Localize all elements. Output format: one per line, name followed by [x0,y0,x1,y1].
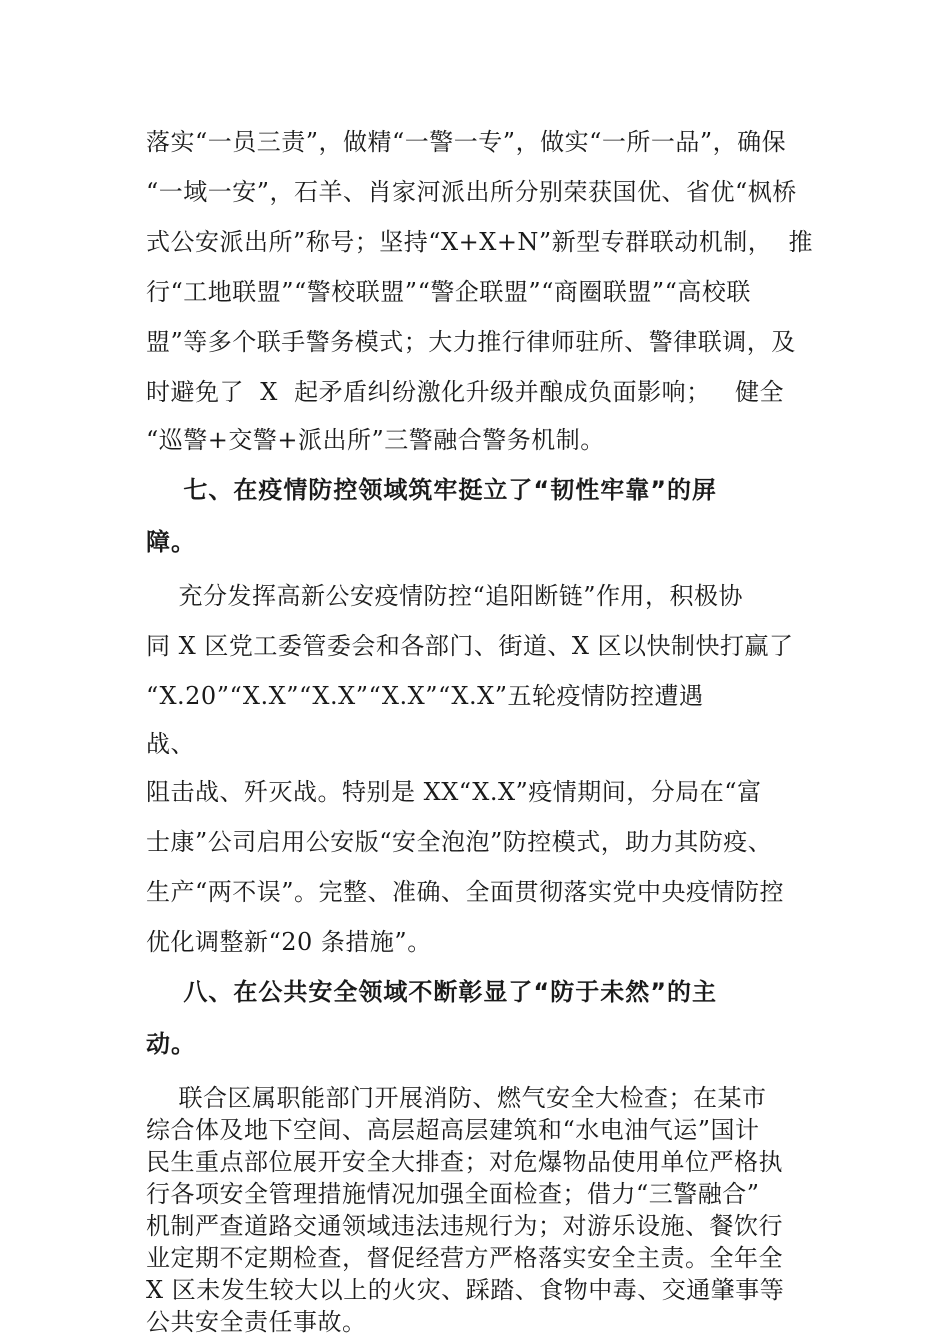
paragraph-line: 民生重点部位展开安全大排查；对危爆物品使用单位严格执 [146,1148,783,1176]
paragraph-line: 战、 [146,730,195,758]
section-heading: 动。 [146,1030,196,1058]
paragraph-line: 士康”公司启用公安版“安全泡泡”防控模式，助力其防疫、 [146,828,773,856]
paragraph-line: 阻击战、歼灭战。特别是 XX“X.X”疫情期间，分局在“富 [146,778,762,806]
paragraph-line: 机制严查道路交通领域违法违规行为；对游乐设施、餐饮行 [146,1212,783,1240]
paragraph-line: “一域一安”，石羊、肖家河派出所分别荣获国优、省优“枫桥 [146,178,797,206]
section-heading: 七、在疫情防控领域筑牢挺立了“韧性牢靠”的屏 [146,476,717,504]
paragraph-line: 生产“两不误”。完整、准确、全面贯彻落实党中央疫情防控 [146,878,785,906]
paragraph-line: 盟”等多个联手警务模式；大力推行律师驻所、警律联调，及 [146,328,796,356]
paragraph-line: 综合体及地下空间、高层超高层建筑和“水电油气运”国计 [146,1116,760,1144]
paragraph-line: 时避免了 X 起矛盾纠纷激化升级并酿成负面影响； 健全 [146,378,784,406]
section-heading: 八、在公共安全领域不断彰显了“防于未然”的主 [146,978,717,1006]
section-heading: 障。 [146,528,196,556]
paragraph-line: “巡警+交警+派出所”三警融合警务机制。 [146,426,605,454]
paragraph-line: 业定期不定期检查，督促经营方严格落实安全主责。全年全 [146,1244,783,1272]
paragraph-line: “X.20”“X.X”“X.X”“X.X”“X.X”五轮疫情防控遭遇 [146,682,704,710]
paragraph-line: 落实“一员三责”，做精“一警一专”，做实“一所一品”，确保 [146,128,787,156]
paragraph-line: 行“工地联盟”“警校联盟”“警企联盟”“商圈联盟”“高校联 [146,278,751,306]
paragraph-line: 优化调整新“20 条措施”。 [146,928,432,956]
paragraph-line: 充分发挥高新公安疫情防控“追阳断链”作用，积极协 [146,582,744,610]
paragraph-line: X 区未发生较大以上的火灾、踩踏、食物中毒、交通肇事等 [146,1276,785,1304]
paragraph-line: 同 X 区党工委管委会和各部门、街道、X 区以快制快打赢了 [146,632,794,660]
paragraph-line: 联合区属职能部门开展消防、燃气安全大检查；在某市 [146,1084,767,1112]
paragraph-line: 式公安派出所”称号；坚持“X+X+N”新型专群联动机制， 推 [146,228,813,256]
paragraph-line: 行各项安全管理措施情况加强全面检查；借力“三警融合” [146,1180,760,1208]
paragraph-line: 公共安全责任事故。 [146,1308,367,1336]
